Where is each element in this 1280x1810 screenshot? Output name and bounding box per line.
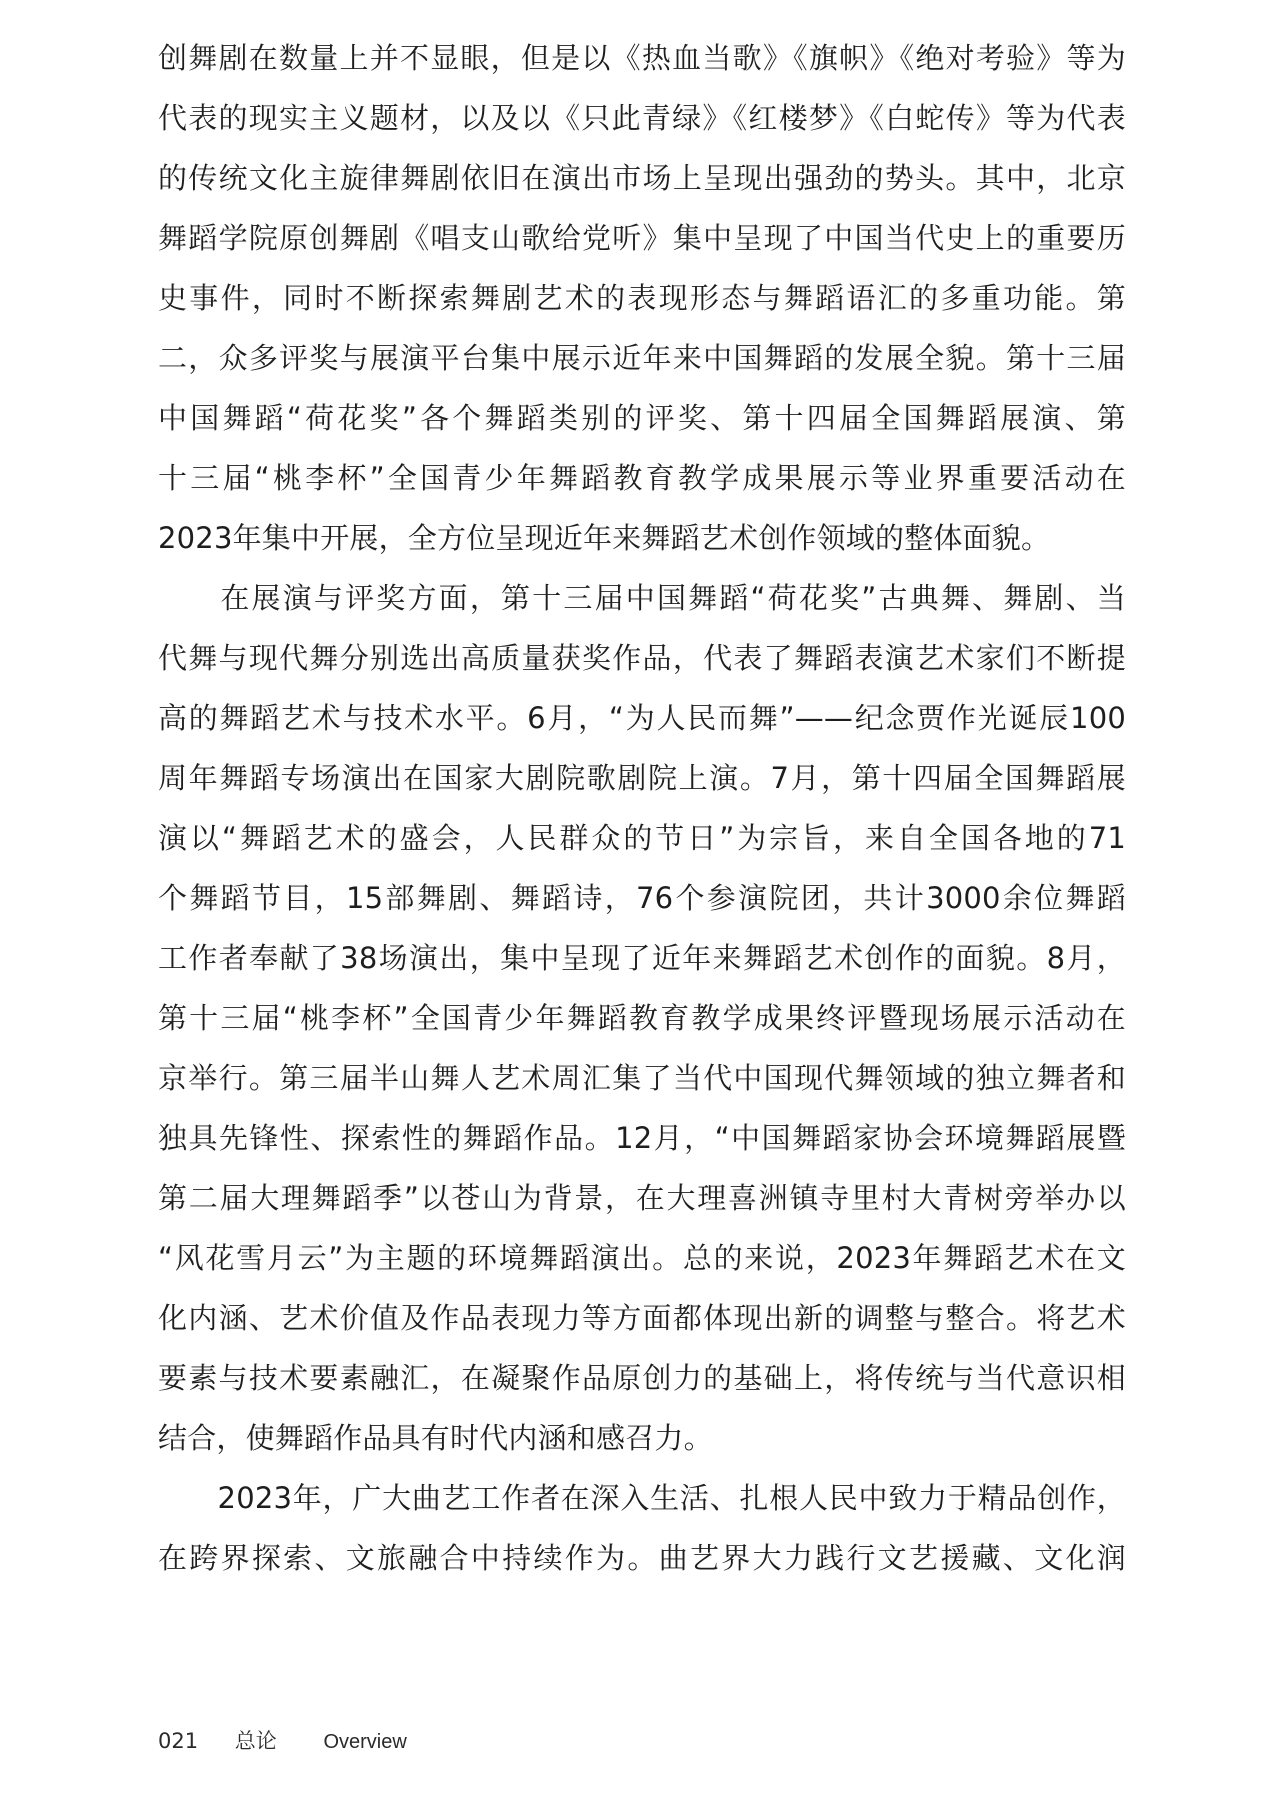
- text-line: 个舞蹈节目，15部舞剧、舞蹈诗，76个参演院团，共计3000余位舞蹈: [158, 881, 1126, 915]
- text-line: 独具先锋性、探索性的舞蹈作品。12月，“中国舞蹈家协会环境舞蹈展暨: [158, 1121, 1126, 1155]
- text-line: 二，众多评奖与展演平台集中展示近年来中国舞蹈的发展全貌。第十三届: [158, 341, 1126, 375]
- text-line: 十三届“桃李杯”全国青少年舞蹈教育教学成果展示等业界重要活动在: [158, 461, 1126, 495]
- text-line: 代表的现实主义题材，以及以《只此青绿》《红楼梦》《白蛇传》等为代表: [158, 101, 1126, 135]
- text-line: 在跨界探索、文旅融合中持续作为。曲艺界大力践行文艺援藏、文化润: [158, 1541, 1126, 1575]
- text-line: 工作者奉献了38场演出，集中呈现了近年来舞蹈艺术创作的面貌。8月，: [158, 941, 1126, 975]
- text-line: 要素与技术要素融汇，在凝聚作品原创力的基础上，将传统与当代意识相: [158, 1361, 1126, 1395]
- text-line: 中国舞蹈“荷花奖”各个舞蹈类别的评奖、第十四届全国舞蹈展演、第: [158, 401, 1126, 435]
- text-line: 创舞剧在数量上并不显眼，但是以《热血当歌》《旗帜》《绝对考验》等为: [158, 41, 1126, 75]
- page-number: 021: [158, 1729, 199, 1753]
- text-line: 结合，使舞蹈作品具有时代内涵和感召力。: [158, 1421, 713, 1455]
- text-line: 周年舞蹈专场演出在国家大剧院歌剧院上演。7月，第十四届全国舞蹈展: [158, 761, 1126, 795]
- text-line: 舞蹈学院原创舞剧《唱支山歌给党听》集中呈现了中国当代史上的重要历: [158, 221, 1126, 255]
- text-line: 2023年集中开展，全方位呈现近年来舞蹈艺术创作领域的整体面貌。: [158, 521, 1051, 555]
- text-line: 第十三届“桃李杯”全国青少年舞蹈教育教学成果终评暨现场展示活动在: [158, 1001, 1126, 1035]
- body-text: [158, 28, 1126, 1588]
- text-line: “风花雪月云”为主题的环境舞蹈演出。总的来说，2023年舞蹈艺术在文: [158, 1241, 1126, 1275]
- text-line: 京举行。第三届半山舞人艺术周汇集了当代中国现代舞领域的独立舞者和: [158, 1061, 1126, 1095]
- text-line: 的传统文化主旋律舞剧依旧在演出市场上呈现出强劲的势头。其中，北京: [158, 161, 1126, 195]
- text-line: 第二届大理舞蹈季”以苍山为背景，在大理喜洲镇寺里村大青树旁举办以: [158, 1181, 1126, 1215]
- text-line: 史事件，同时不断探索舞剧艺术的表现形态与舞蹈语汇的多重功能。第: [158, 281, 1126, 315]
- text-line: 代舞与现代舞分别选出高质量获奖作品，代表了舞蹈表演艺术家们不断提: [158, 641, 1126, 675]
- section-title: 总论: [234, 1729, 277, 1753]
- text-line: 演以“舞蹈艺术的盛会，人民群众的节日”为宗旨，来自全国各地的71: [158, 821, 1126, 855]
- section-title-english: Overview: [323, 1731, 407, 1753]
- text-line: 高的舞蹈艺术与技术水平。6月，“为人民而舞”——纪念贾作光诞辰100: [158, 701, 1126, 735]
- text-line: 化内涵、艺术价值及作品表现力等方面都体现出新的调整与整合。将艺术: [158, 1301, 1126, 1335]
- text-line: 2023年，广大曲艺工作者在深入生活、扎根人民中致力于精品创作，: [158, 1481, 1126, 1515]
- page-footer: [158, 1726, 407, 1756]
- text-line: 在展演与评奖方面，第十三届中国舞蹈“荷花奖”古典舞、舞剧、当: [158, 581, 1126, 615]
